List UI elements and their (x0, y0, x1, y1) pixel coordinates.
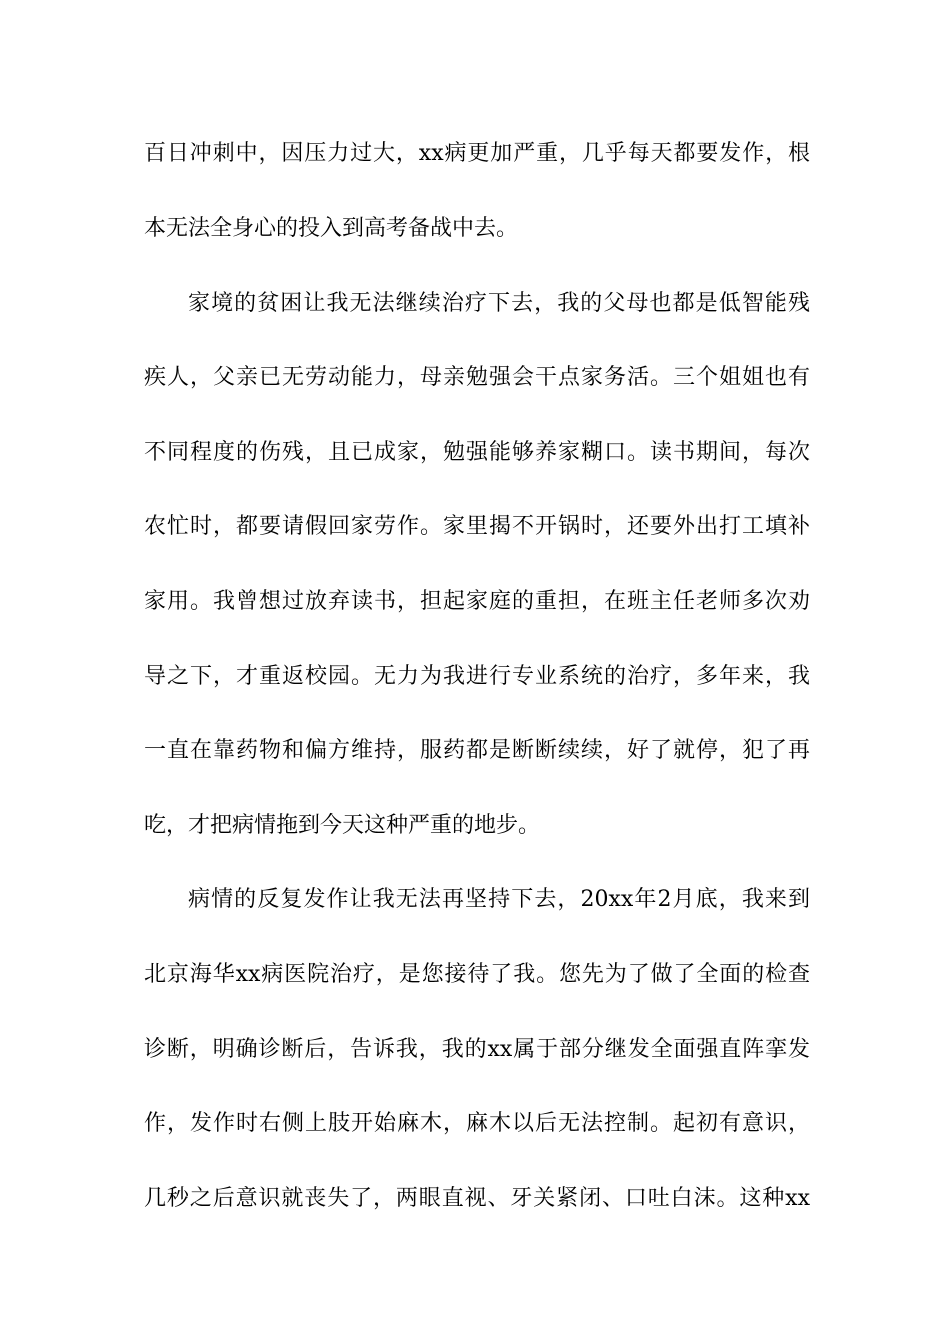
text-line-7: 家用。我曾想过放弃读书，担起家庭的重担，在班主任老师多次劝 (144, 589, 810, 614)
text-line-1: 百日冲刺中，因压力过大，xx病更加严重，几乎每天都要发作，根 (144, 141, 810, 166)
text-line-3: 家境的贫困让我无法继续治疗下去，我的父母也都是低智能残 (188, 291, 810, 316)
text-line-10: 吃，才把病情拖到今天这种严重的地步。 (144, 813, 541, 838)
text-line-9: 一直在靠药物和偏方维持，服药都是断断续续，好了就停，犯了再 (144, 738, 810, 763)
text-line-2: 本无法全身心的投入到高考备战中去。 (144, 216, 519, 241)
text-line-14: 作，发作时右侧上肢开始麻木，麻木以后无法控制。起初有意识， (144, 1111, 810, 1136)
text-line-6: 农忙时，都要请假回家劳作。家里揭不开锅时，还要外出打工填补 (144, 514, 810, 539)
text-line-11: 病情的反复发作让我无法再坚持下去，20xx年2月底，我来到 (188, 887, 810, 912)
text-line-12: 北京海华xx病医院治疗，是您接待了我。您先为了做了全面的检查 (144, 962, 810, 987)
text-line-15: 几秒之后意识就丧失了，两眼直视、牙关紧闭、口吐白沫。这种xx (144, 1186, 810, 1211)
text-line-8: 导之下，才重返校园。无力为我进行专业系统的治疗，多年来，我 (144, 664, 810, 689)
text-line-4: 疾人，父亲已无劳动能力，母亲勉强会干点家务活。三个姐姐也有 (144, 365, 810, 390)
text-line-5: 不同程度的伤残，且已成家，勉强能够养家糊口。读书期间，每次 (144, 440, 810, 465)
text-line-13: 诊断，明确诊断后，告诉我，我的xx属于部分继发全面强直阵挛发 (144, 1037, 810, 1062)
